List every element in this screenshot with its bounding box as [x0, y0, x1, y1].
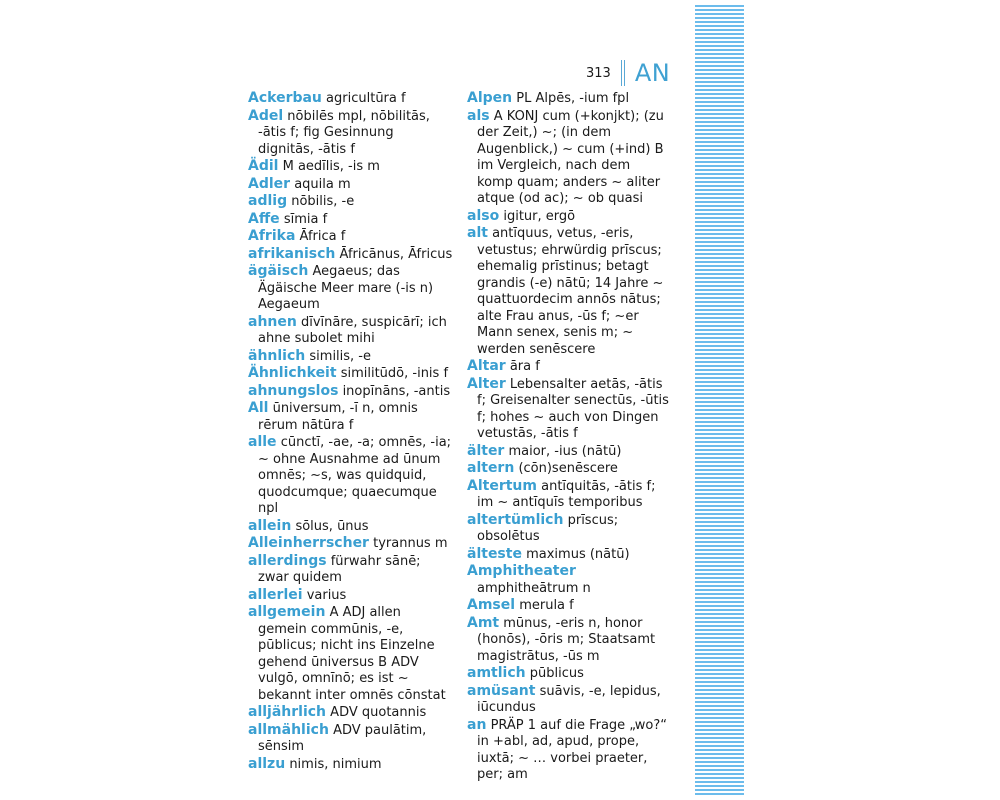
definition: similis, -e: [309, 348, 372, 364]
definition: Lebensalter aetās, -ātis f; Greisenalter senectūs, -ūtis f; hohes ~ auch von Dingen vetustās, -ātis f: [477, 376, 669, 441]
definition: (cōn)senēscere: [518, 461, 618, 476]
definition: Āfrica f: [299, 229, 346, 244]
dictionary-entry: [467, 478, 670, 512]
definition: amphitheātrum n: [477, 580, 591, 596]
definition: ADV quotannis: [330, 705, 427, 720]
dictionary-entry: [248, 158, 453, 176]
headword: an: [467, 716, 487, 733]
definition: Aegaeus; das Ägäische Meer mare (-is n) Aegaeum: [258, 264, 434, 312]
headword: Afrika: [248, 228, 296, 244]
definition: antīquitās, -ātis f; im ~ antīquīs temporibus: [477, 478, 656, 510]
dictionary-entry: [467, 208, 670, 226]
headword: alt: [467, 225, 488, 241]
headword: also: [467, 207, 500, 224]
definition: antīquus, vetus, -eris, vetustus; ehrwürdig prīscus; ehemalig prīstinus; betagt grandis (-e) nātū; 14 Jahre ~ quattuordecim annōs nātus; alte Frau anus, -ūs f; ~er Mann senex, senis m; ~ werden senēscere: [477, 226, 664, 357]
headword: Affe: [248, 210, 280, 227]
headword: Altar: [467, 358, 506, 374]
headword: allerdings: [248, 552, 327, 569]
section-letters: AN: [634, 59, 671, 87]
headword: ähnlich: [248, 347, 306, 364]
definition: agricultūra f: [326, 91, 406, 106]
page-number: 313: [586, 65, 611, 81]
dictionary-entry: [248, 587, 453, 605]
dictionary-entry: [248, 228, 453, 246]
dictionary-entry: [248, 193, 453, 211]
headword: als: [467, 107, 490, 124]
dictionary-entry: [467, 665, 670, 683]
dictionary-entry: [248, 722, 453, 756]
dictionary-entry: [248, 553, 453, 587]
headword: altern: [467, 460, 515, 476]
definition: varius: [306, 587, 347, 603]
dictionary-entry: [248, 263, 453, 314]
definition: cūnctī, -ae, -a; omnēs, -ia; ~ ohne Ausnahme ad ūnum omnēs; ~s, was quidquid, quodcumque; quaecumque npl: [258, 435, 452, 516]
dictionary-entry: [248, 365, 453, 383]
headword: Amt: [467, 614, 500, 631]
dictionary-entry: [467, 563, 670, 597]
definition: igitur, ergō: [503, 208, 576, 224]
dictionary-entry: [467, 358, 670, 376]
definition: aquila m: [294, 176, 351, 192]
dictionary-entry: [467, 683, 670, 717]
definition: pūblicus: [529, 666, 584, 681]
dictionary-entry: [467, 546, 670, 564]
dictionary-entry: [248, 211, 453, 229]
dictionary-entry: [467, 443, 670, 461]
headword: älter: [467, 442, 505, 459]
definition: sīmia f: [283, 211, 328, 227]
definition: dīvīnāre, suspicārī; ich ahne subolet mihi: [258, 314, 447, 346]
definition: sōlus, ūnus: [295, 518, 369, 534]
definition: nōbilēs mpl, nōbilitās, -ātis f; fig Gesinnung dignitās, -ātis f: [258, 108, 430, 157]
headword: amtlich: [467, 665, 526, 681]
dictionary-entry: [248, 314, 453, 348]
definition: PRÄP 1 auf die Frage „wo?“ in +abl, ad, apud, prope, iuxtā; ~ … vorbei praeter, per; am: [477, 717, 668, 782]
definition: A KONJ cum (+konjkt); (zu der Zeit,) ~; (in dem Augenblick,) ~ cum (+ind) B im Vergleich, nach dem komp quam; anders ~ aliter atque (od ac); ~ ob quasi: [477, 108, 664, 206]
dictionary-entry: [248, 383, 453, 401]
definition: tyrannus m: [373, 536, 448, 551]
dictionary-entry: [467, 512, 670, 546]
dictionary-entry: [248, 704, 453, 722]
dictionary-entry: [467, 376, 670, 443]
headword: ahnen: [248, 313, 297, 330]
headword: Ähnlichkeit: [248, 365, 337, 381]
definition: ūniversum, -ī n, omnis rērum nātūra f: [258, 401, 418, 433]
definition: prīscus; obsolētus: [477, 512, 619, 544]
dictionary-entry: [467, 615, 670, 666]
dictionary-entry: [467, 90, 670, 108]
definition: āra f: [509, 359, 540, 374]
headword: Amsel: [467, 597, 516, 613]
definition: maximus (nātū): [526, 546, 630, 562]
dictionary-entry: [248, 108, 453, 159]
dictionary-entry: [248, 176, 453, 194]
definition: similitūdō, -inis f: [340, 366, 449, 381]
left-column: [248, 90, 453, 773]
right-column: [467, 90, 670, 784]
definition: ADV paulātim, sēnsim: [258, 722, 427, 754]
dictionary-entry: [248, 90, 453, 108]
definition: fürwahr sānē; zwar quidem: [258, 553, 421, 585]
headword: altertümlich: [467, 511, 564, 528]
headword: afrikanisch: [248, 245, 336, 262]
definition: mūnus, -eris n, honor (honōs), -ōris m; Staatsamt magistrātus, -ūs m: [477, 615, 656, 664]
headword: alljährlich: [248, 704, 327, 720]
definition: PL Alpēs, -ium fpl: [516, 91, 630, 106]
headword: All: [248, 400, 269, 416]
dictionary-entry: [248, 434, 453, 518]
headword: Ädil: [248, 158, 279, 174]
dictionary-entry: [248, 535, 453, 553]
section-divider: [621, 60, 625, 86]
definition: M aedīlis, -is m: [282, 159, 380, 174]
headword: allzu: [248, 755, 286, 772]
dictionary-entry: [467, 108, 670, 208]
dictionary-entry: [467, 460, 670, 478]
dictionary-entry: [467, 225, 670, 358]
definition: nimis, nimium: [289, 756, 382, 772]
headword: allerlei: [248, 586, 303, 603]
definition: maior, -ius (nātū): [508, 443, 622, 459]
page-header: [586, 57, 670, 89]
dictionary-entry: [248, 400, 453, 434]
headword: Ackerbau: [248, 90, 322, 106]
dictionary-entry: [248, 604, 453, 704]
headword: Alpen: [467, 90, 513, 106]
headword: alle: [248, 434, 277, 450]
definition: nōbilis, -e: [291, 194, 355, 209]
headword: ägäisch: [248, 263, 309, 279]
headword: älteste: [467, 545, 522, 562]
dictionary-entry: [248, 518, 453, 536]
headword: amüsant: [467, 682, 536, 699]
headword: Alleinherrscher: [248, 535, 369, 551]
headword: allgemein: [248, 604, 326, 620]
dictionary-entry: [467, 597, 670, 615]
headword: Adel: [248, 107, 284, 124]
headword: Adler: [248, 175, 291, 192]
definition: merula f: [519, 598, 574, 613]
dictionary-entry: [248, 246, 453, 264]
headword: Altertum: [467, 477, 537, 494]
headword: Alter: [467, 375, 506, 392]
definition: inopīnāns, -antis: [342, 383, 451, 399]
headword: adlig: [248, 193, 288, 209]
headword: ahnungslos: [248, 382, 339, 399]
headword: allein: [248, 517, 292, 534]
dictionary-entry: [467, 717, 670, 784]
headword: Amphitheater: [467, 563, 576, 579]
definition: A ADJ allen gemein commūnis, -e, pūblicus; nicht ins Einzelne gehend ūniversus B ADV vulgō, omnīnō; es ist ~ bekannt inter omnēs cōnstat: [258, 605, 446, 703]
definition: Āfricānus, Āfricus: [339, 246, 453, 262]
dictionary-entry: [248, 756, 453, 774]
definition: suāvis, -e, lepidus, iūcundus: [477, 683, 661, 715]
dictionary-entry: [248, 348, 453, 366]
headword: allmählich: [248, 721, 329, 738]
page-edge-stripes: [695, 5, 744, 795]
